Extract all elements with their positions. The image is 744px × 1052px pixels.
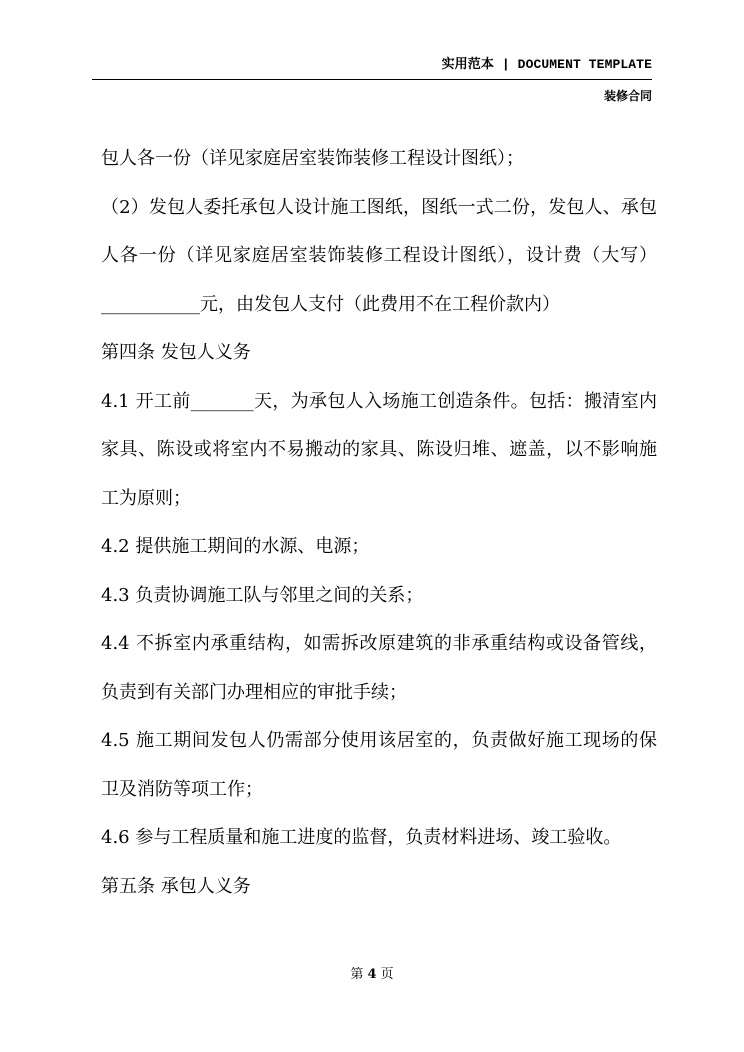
page-suffix: 页: [376, 967, 394, 982]
clause-4-5: 4.5 施工期间发包人仍需部分使用该居室的，负责做好施工现场的保卫及消防等项工作；: [101, 730, 657, 800]
header-divider: [92, 79, 652, 80]
section-heading-article-4: 第四条 发包人义务: [101, 342, 251, 363]
page-footer: [0, 963, 744, 982]
clause-4-2: 4.2 提供施工期间的水源、电源；: [101, 536, 370, 557]
header-brand: 实用范本 | DOCUMENT TEMPLATE: [441, 57, 652, 72]
clause-4-3: 4.3 负责协调施工队与邻里之间的关系；: [101, 584, 424, 606]
document-title: 装修合同: [603, 89, 652, 103]
clause-4-6: 4.6 参与工程质量和施工进度的监督，负责材料进场、竣工验收。: [101, 827, 622, 848]
page-prefix: 第: [350, 967, 368, 982]
section-heading-article-5: 第五条 承包人义务: [101, 875, 251, 897]
clause-4-1: 4.1 开工前_______天，为承包人入场施工创造条件。包括：搬清室内家具、陈设或将室内不易搬动的家具、陈设归堆、遮盖，以不影响施工为原则；: [101, 390, 657, 509]
document-body: [101, 135, 657, 911]
clause-4-4: 4.4 不拆室内承重结构，如需拆改原建筑的非承重结构或设备管线，负责到有关部门办理相应的审批手续；: [101, 633, 657, 703]
page-number: 4: [367, 967, 377, 982]
paragraph-design-fee: （2）发包人委托承包人设计施工图纸，图纸一式二份，发包人、承包人各一份（详见家庭居室装饰装修工程设计图纸），设计费（大写）___________元，由发包人支付（此费用不在工程价款内）: [101, 196, 657, 315]
paragraph-continuation: 包人各一份（详见家庭居室装饰装修工程设计图纸）；: [101, 148, 524, 169]
